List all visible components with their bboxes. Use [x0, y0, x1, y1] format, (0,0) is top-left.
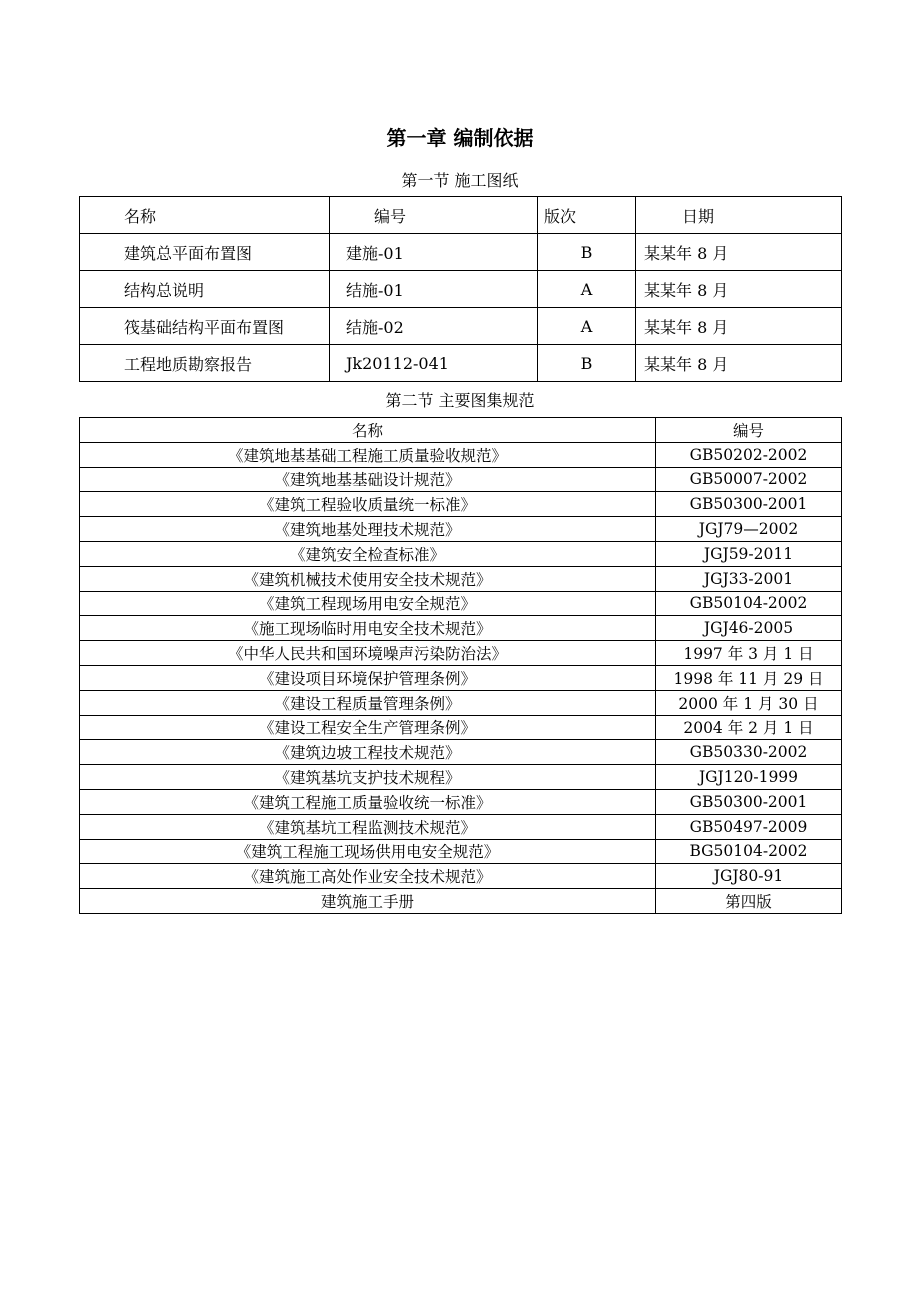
standards-table-header	[80, 418, 842, 443]
standard-code: 第四版	[656, 889, 842, 914]
standard-code: GB50497-2009	[656, 814, 842, 839]
header-name: 名称	[80, 197, 330, 234]
table-row	[80, 345, 842, 382]
drawing-code: Jk20112-041	[330, 345, 538, 382]
standard-name: 《建筑地基基础工程施工质量验收规范》	[80, 442, 656, 467]
table-row	[80, 814, 842, 839]
table-row	[80, 665, 842, 690]
drawing-version: A	[538, 271, 636, 308]
standard-name: 《建筑工程验收质量统一标准》	[80, 492, 656, 517]
table-row	[80, 789, 842, 814]
standard-name: 建筑施工手册	[80, 889, 656, 914]
standard-code: JGJ59-2011	[656, 541, 842, 566]
standard-code: GB50202-2002	[656, 442, 842, 467]
table-row	[80, 690, 842, 715]
drawing-date: 某某年 8 月	[636, 308, 842, 345]
table-row	[80, 566, 842, 591]
drawing-date: 某某年 8 月	[636, 345, 842, 382]
standard-name: 《建筑边坡工程技术规范》	[80, 740, 656, 765]
header-code: 编号	[330, 197, 538, 234]
standard-name: 《建筑施工高处作业安全技术规范》	[80, 864, 656, 889]
header-date: 日期	[636, 197, 842, 234]
standard-code: 2000 年 1 月 30 日	[656, 690, 842, 715]
header-code: 编号	[656, 418, 842, 443]
chapter-title: 第一章 编制依据	[386, 126, 534, 150]
table-row	[80, 864, 842, 889]
drawing-version: B	[538, 345, 636, 382]
standard-name: 《建筑工程施工质量验收统一标准》	[80, 789, 656, 814]
drawing-code: 建施-01	[330, 234, 538, 271]
drawings-table	[79, 196, 842, 382]
section1-title: 第一节 施工图纸	[401, 171, 519, 190]
table-row	[80, 271, 842, 308]
standard-name: 《建设工程质量管理条例》	[80, 690, 656, 715]
standard-code: 2004 年 2 月 1 日	[656, 715, 842, 740]
standard-name: 《施工现场临时用电安全技术规范》	[80, 616, 656, 641]
table-row	[80, 889, 842, 914]
standard-name: 《建筑安全检查标准》	[80, 541, 656, 566]
table-row	[80, 591, 842, 616]
table-row	[80, 641, 842, 666]
standard-name: 《建筑机械技术使用安全技术规范》	[80, 566, 656, 591]
standard-code: JGJ46-2005	[656, 616, 842, 641]
table-row	[80, 442, 842, 467]
table-row	[80, 616, 842, 641]
standard-name: 《中华人民共和国环境噪声污染防治法》	[80, 641, 656, 666]
standard-code: GB50300-2001	[656, 492, 842, 517]
table-row	[80, 467, 842, 492]
drawing-name: 筏基础结构平面布置图	[80, 308, 330, 345]
drawing-version: A	[538, 308, 636, 345]
standard-code: GB50104-2002	[656, 591, 842, 616]
standard-name: 《建设项目环境保护管理条例》	[80, 665, 656, 690]
standard-code: JGJ80-91	[656, 864, 842, 889]
drawing-version: B	[538, 234, 636, 271]
standard-code: 1998 年 11 月 29 日	[656, 665, 842, 690]
standard-name: 《建筑基坑工程监测技术规范》	[80, 814, 656, 839]
drawing-code: 结施-02	[330, 308, 538, 345]
standard-name: 《建筑地基处理技术规范》	[80, 517, 656, 542]
standard-name: 《建筑地基基础设计规范》	[80, 467, 656, 492]
header-name: 名称	[80, 418, 656, 443]
standard-name: 《建筑工程现场用电安全规范》	[80, 591, 656, 616]
table-row	[80, 765, 842, 790]
drawing-date: 某某年 8 月	[636, 271, 842, 308]
table-row	[80, 839, 842, 864]
table-row	[80, 234, 842, 271]
table-row	[80, 492, 842, 517]
standard-name: 《建筑工程施工现场供用电安全规范》	[80, 839, 656, 864]
drawing-name: 结构总说明	[80, 271, 330, 308]
drawing-date: 某某年 8 月	[636, 234, 842, 271]
standard-code: JGJ33-2001	[656, 566, 842, 591]
table-row	[80, 308, 842, 345]
table-row	[80, 740, 842, 765]
standard-code: JGJ120-1999	[656, 765, 842, 790]
drawings-table-header	[80, 197, 842, 234]
standards-table	[79, 417, 842, 914]
drawing-name: 建筑总平面布置图	[80, 234, 330, 271]
standard-code: GB50007-2002	[656, 467, 842, 492]
standard-code: 1997 年 3 月 1 日	[656, 641, 842, 666]
drawing-name: 工程地质勘察报告	[80, 345, 330, 382]
drawing-code: 结施-01	[330, 271, 538, 308]
standard-name: 《建筑基坑支护技术规程》	[80, 765, 656, 790]
standard-code: JGJ79—2002	[656, 517, 842, 542]
header-version: 版次	[538, 197, 636, 234]
table-row	[80, 541, 842, 566]
table-row	[80, 517, 842, 542]
standard-code: GB50330-2002	[656, 740, 842, 765]
standard-name: 《建设工程安全生产管理条例》	[80, 715, 656, 740]
section2-title: 第二节 主要图集规范	[385, 391, 535, 410]
standard-code: GB50300-2001	[656, 789, 842, 814]
standard-code: BG50104-2002	[656, 839, 842, 864]
table-row	[80, 715, 842, 740]
